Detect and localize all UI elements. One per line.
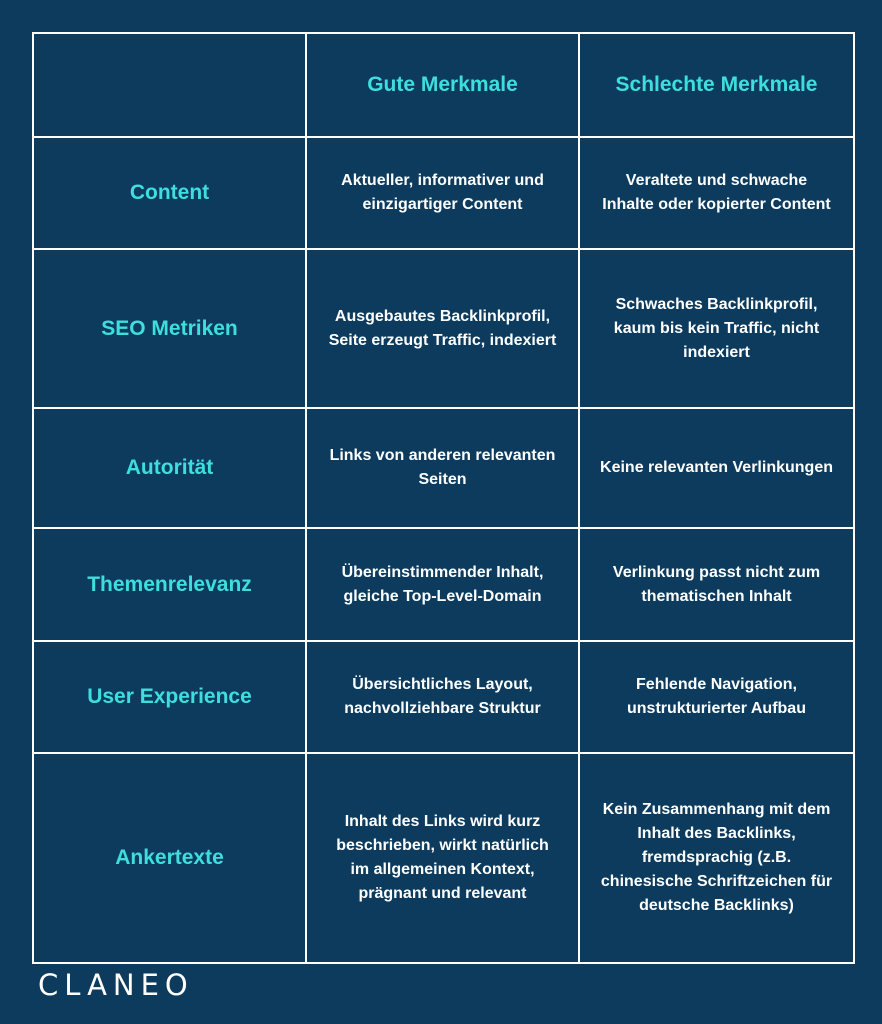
- good-feature-cell: Übersichtliches Layout, nachvollziehbare Struktur: [306, 641, 579, 753]
- header-bad-features: Schlechte Merkmale: [579, 33, 854, 137]
- table-row: [33, 137, 854, 249]
- bad-feature-cell: Keine relevanten Verlinkungen: [579, 408, 854, 528]
- comparison-table: [32, 32, 855, 964]
- header-good-features: Gute Merkmale: [306, 33, 579, 137]
- row-label: Autorität: [33, 408, 306, 528]
- bad-feature-cell: Schwaches Backlinkprofil, kaum bis kein Traffic, nicht indexiert: [579, 249, 854, 408]
- header-row: [33, 33, 854, 137]
- row-label: Ankertexte: [33, 753, 306, 963]
- table-row: [33, 641, 854, 753]
- good-feature-cell: Übereinstimmender Inhalt, gleiche Top-Level-Domain: [306, 528, 579, 641]
- table-row: [33, 528, 854, 641]
- good-feature-cell: Inhalt des Links wird kurz beschrieben, wirkt natürlich im allgemeinen Kontext, prägnant und relevant: [306, 753, 579, 963]
- bad-feature-cell: Veraltete und schwache Inhalte oder kopierter Content: [579, 137, 854, 249]
- header-cell-empty: [33, 33, 306, 137]
- good-feature-cell: Aktueller, informativer und einzigartiger Content: [306, 137, 579, 249]
- table-row: [33, 249, 854, 408]
- row-label: Content: [33, 137, 306, 249]
- row-label: Themenrelevanz: [33, 528, 306, 641]
- row-label: SEO Metriken: [33, 249, 306, 408]
- row-label: User Experience: [33, 641, 306, 753]
- bad-feature-cell: Verlinkung passt nicht zum thematischen Inhalt: [579, 528, 854, 641]
- good-feature-cell: Ausgebautes Backlinkprofil, Seite erzeugt Traffic, indexiert: [306, 249, 579, 408]
- table-row: [33, 753, 854, 963]
- claneo-logo: CLANEO: [38, 968, 194, 1002]
- bad-feature-cell: Kein Zusammenhang mit dem Inhalt des Backlinks, fremdsprachig (z.B. chinesische Schriftzeichen für deutsche Backlinks): [579, 753, 854, 963]
- bad-feature-cell: Fehlende Navigation, unstrukturierter Aufbau: [579, 641, 854, 753]
- table-row: [33, 408, 854, 528]
- good-feature-cell: Links von anderen relevanten Seiten: [306, 408, 579, 528]
